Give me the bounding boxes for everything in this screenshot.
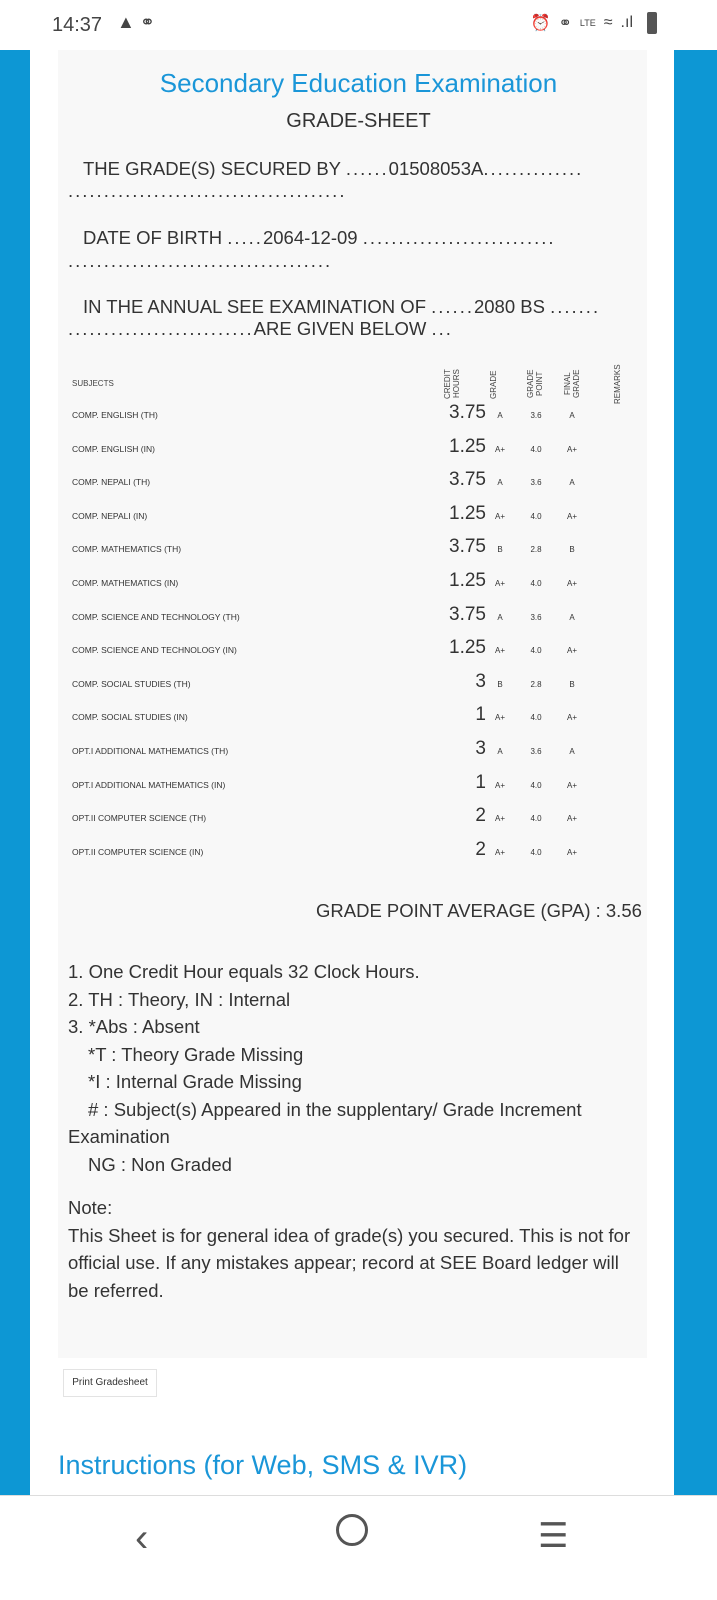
grade: A — [497, 747, 503, 756]
notification-icons: ▲ ⚭ — [117, 12, 155, 32]
wifi-icon: ≈ — [603, 14, 613, 31]
credit-hours: 1.25 — [449, 570, 486, 591]
dob-value: 2064-12-09 — [262, 227, 358, 248]
table-row — [72, 534, 622, 567]
subject-name: COMP. SOCIAL STUDIES (TH) — [72, 678, 191, 689]
final-grade: A+ — [566, 511, 577, 521]
subject-name: COMP. SCIENCE AND TECHNOLOGY (TH) — [72, 611, 240, 622]
table-row — [72, 736, 622, 769]
grade: A+ — [494, 579, 505, 588]
credit-hours: 2 — [475, 805, 486, 827]
col-subjects: SUBJECTS — [72, 379, 114, 388]
final-grade: A — [569, 747, 575, 756]
grade: A — [497, 478, 503, 488]
note-item: 2. TH : Theory, IN : Internal — [68, 988, 291, 1010]
credit-hours: 3.75 — [449, 603, 486, 625]
dotted-line: ....................................... — [68, 180, 347, 201]
table-row — [72, 568, 622, 601]
subject-name: COMP. SCIENCE AND TECHNOLOGY (IN) — [72, 645, 237, 656]
grade: A+ — [494, 847, 505, 857]
col-grade: GRADE — [489, 370, 498, 400]
table-row — [72, 669, 622, 702]
table-row — [72, 467, 622, 500]
credit-hours: 3.75 — [449, 536, 486, 558]
given-below-label: ARE GIVEN BELOW — [253, 318, 427, 339]
grade-point: 4.0 — [530, 444, 542, 454]
final-grade: B — [569, 679, 575, 689]
grade-point: 4.0 — [530, 511, 542, 521]
grade-point: 3.6 — [530, 411, 542, 420]
note-label: Note: — [68, 1197, 113, 1218]
grade-point: 2.8 — [530, 545, 542, 555]
dotted-line: ..................................... — [68, 250, 333, 271]
grade-point: 2.8 — [530, 679, 542, 689]
col-remarks: REMARKS — [613, 364, 622, 405]
exam-label: IN THE ANNUAL SEE EXAMINATION OF — [83, 296, 426, 317]
final-grade: A — [569, 411, 575, 420]
instructions-link[interactable]: Instructions (for Web, SMS & IVR) — [58, 1450, 468, 1480]
subject-name: COMP. NEPALI (IN) — [72, 510, 148, 521]
final-grade: A+ — [566, 713, 577, 723]
subject-name: OPT.II COMPUTER SCIENCE (IN) — [72, 846, 204, 857]
final-grade: A+ — [566, 780, 577, 790]
page-subtitle: GRADE-SHEET — [286, 110, 431, 132]
exam-year: 2080 BS — [473, 296, 545, 317]
dob-line: DATE OF BIRTH .....2064-12-09 ........................... — [83, 227, 556, 248]
note-item: 3. *Abs : Absent — [68, 1016, 200, 1037]
grade-point: 3.6 — [530, 612, 542, 622]
credit-hours: 2 — [475, 838, 486, 860]
home-icon[interactable] — [336, 1514, 368, 1546]
table-row — [72, 400, 622, 433]
back-icon[interactable]: ‹ — [135, 1516, 149, 1560]
note-item: *T : Theory Grade Missing — [88, 1043, 304, 1065]
subject-name: COMP. MATHEMATICS (IN) — [72, 578, 179, 588]
grade: B — [497, 545, 503, 555]
alarm-icon: ⏰ — [530, 15, 551, 32]
grade: A+ — [494, 713, 505, 723]
grade-point: 4.0 — [530, 847, 542, 857]
final-grade: A — [569, 612, 575, 622]
table-row — [72, 501, 622, 534]
grade-point: 4.0 — [530, 579, 542, 588]
navigation-bar — [0, 1495, 717, 1600]
subject-name: COMP. SOCIAL STUDIES (IN) — [72, 712, 188, 723]
grade: A — [497, 612, 503, 622]
final-grade: A+ — [566, 444, 577, 454]
final-grade: A — [569, 478, 575, 488]
col-final-grade: FINAL GRADE — [563, 369, 581, 399]
clock: 14:37 — [52, 14, 103, 36]
note-item: # : Subject(s) Appeared in the supplentary/ Grade Increment — [88, 1098, 582, 1120]
page-title: Secondary Education Examination — [159, 68, 558, 98]
note-item: *I : Internal Grade Missing — [88, 1071, 302, 1092]
table-row — [72, 702, 622, 735]
grade-point: 4.0 — [530, 713, 542, 723]
final-grade: A+ — [566, 814, 577, 824]
table-row — [72, 803, 622, 836]
grade-point: 4.0 — [530, 646, 542, 656]
grade: A+ — [494, 780, 505, 790]
table-row — [72, 837, 622, 870]
signal-icon: .ıl — [620, 14, 633, 31]
grade: B — [497, 679, 503, 689]
credit-hours: 1 — [475, 771, 486, 793]
secured-by-line: THE GRADE(S) SECURED BY ......01508053A.............. — [83, 158, 584, 179]
final-grade: A+ — [566, 646, 577, 656]
table-row — [72, 770, 622, 803]
gpa: GRADE POINT AVERAGE (GPA) : 3.56 — [316, 900, 642, 921]
final-grade: A+ — [566, 579, 577, 588]
credit-hours: 3 — [475, 738, 486, 759]
col-credit-hours: CREDIT HOURS — [443, 369, 461, 399]
exam-line: IN THE ANNUAL SEE EXAMINATION OF ......2080 BS ....... — [83, 296, 601, 317]
grade: A+ — [494, 646, 505, 656]
table-row — [72, 635, 622, 668]
notes — [68, 958, 638, 1304]
note-item: 1. One Credit Hour equals 32 Clock Hours. — [68, 961, 420, 982]
credit-hours: 1.25 — [449, 435, 486, 457]
grade: A+ — [494, 814, 505, 824]
subject-name: OPT.II COMPUTER SCIENCE (TH) — [72, 813, 207, 824]
dob-label: DATE OF BIRTH — [83, 227, 223, 248]
credit-hours: 3 — [475, 670, 486, 692]
subject-name: COMP. NEPALI (TH) — [72, 477, 151, 488]
credit-hours: 1.25 — [449, 637, 486, 659]
given-below-line: ..........................ARE GIVEN BELOW ... — [68, 318, 453, 339]
col-grade-point: GRADE POINT — [526, 369, 544, 399]
grade: A+ — [494, 444, 505, 454]
credit-hours: 3.75 — [449, 469, 486, 491]
subject-name: COMP. ENGLISH (TH) — [72, 410, 158, 420]
grade-point: 4.0 — [530, 780, 542, 790]
note-text: This Sheet is for general idea of grade(s) you secured. This is not for official use. If any mistakes appear; record at SEE Board ledger will be referred. — [68, 1224, 631, 1301]
final-grade: A+ — [566, 847, 577, 857]
table-row — [72, 434, 622, 467]
grade-point: 3.6 — [530, 478, 542, 488]
headphones-icon: ⚭ — [558, 15, 572, 32]
lte-icon: LTE — [579, 18, 596, 28]
note-item: Examination — [68, 1126, 170, 1147]
battery-icon — [647, 12, 657, 34]
note-item: NG : Non Graded — [88, 1153, 232, 1175]
status-bar — [0, 0, 717, 50]
subject-name: OPT.I ADDITIONAL MATHEMATICS (TH) — [72, 746, 229, 756]
subject-name: OPT.I ADDITIONAL MATHEMATICS (IN) — [72, 779, 226, 790]
grade-point: 4.0 — [530, 814, 542, 824]
symbol-number: 01508053A — [388, 158, 484, 179]
credit-hours: 3.75 — [449, 402, 486, 423]
right-margin — [674, 50, 717, 1495]
grade: A+ — [494, 511, 505, 521]
secured-by-label: THE GRADE(S) SECURED BY — [83, 158, 341, 179]
credit-hours: 1.25 — [449, 502, 486, 524]
left-margin — [0, 50, 30, 1495]
final-grade: B — [569, 545, 575, 555]
subject-name: COMP. ENGLISH (IN) — [72, 443, 155, 454]
system-icons — [531, 12, 657, 34]
grade-point: 3.6 — [530, 747, 542, 756]
subject-name: COMP. MATHEMATICS (TH) — [72, 544, 182, 555]
table-row — [72, 602, 622, 635]
print-gradesheet-button[interactable]: Print Gradesheet — [63, 1369, 157, 1397]
recents-icon[interactable]: ☰ — [538, 1517, 569, 1555]
grade: A — [497, 411, 503, 420]
credit-hours: 1 — [475, 704, 486, 726]
